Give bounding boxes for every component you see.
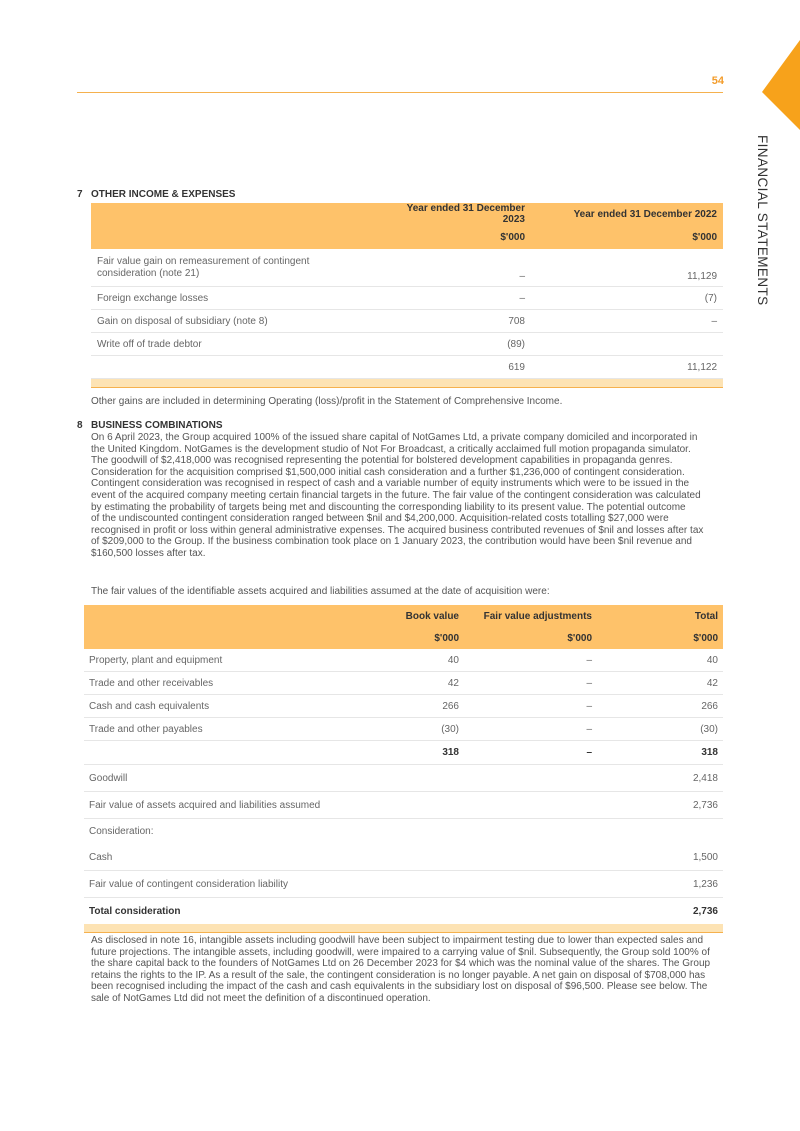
- total-consideration-row: [84, 898, 723, 925]
- cell-2022: –: [529, 310, 723, 333]
- section-7-number: 7: [77, 189, 83, 200]
- cell-book: 42: [364, 672, 459, 695]
- unit-total: $'000: [592, 627, 723, 649]
- side-section-label: FINANCIAL STATEMENTS: [755, 135, 770, 306]
- cash-row: [84, 844, 723, 871]
- row-label: Trade and other receivables: [84, 672, 364, 695]
- cell-total: 266: [592, 695, 723, 718]
- row-label: Fair value of contingent consideration liability: [84, 871, 364, 898]
- unit-2023: $'000: [391, 225, 529, 249]
- cell-total: 1,500: [592, 844, 723, 871]
- section-8-number: 8: [77, 420, 83, 431]
- row-label: Goodwill: [84, 765, 364, 792]
- goodwill-row: [84, 765, 723, 792]
- cell-2022: 11,129: [529, 249, 723, 287]
- page-number: 54: [711, 75, 724, 87]
- contingent-row: [84, 871, 723, 898]
- row-label: Cash and cash equivalents: [84, 695, 364, 718]
- cell-2023: –: [391, 287, 529, 310]
- unit-adj: $'000: [459, 627, 592, 649]
- fair-values-intro: The fair values of the identifiable assets acquired and liabilities assumed at the date of acquisition were:: [91, 586, 550, 597]
- table-unit-row: [91, 225, 723, 249]
- total-2023: 619: [391, 356, 529, 379]
- table-row: [84, 718, 723, 741]
- table-header-row: [91, 203, 723, 225]
- cell-total: (30): [592, 718, 723, 741]
- table-row: [84, 695, 723, 718]
- col-total-header: Total: [592, 605, 723, 627]
- section-8-title: BUSINESS COMBINATIONS: [91, 420, 223, 431]
- subtotal-book: 318: [364, 741, 459, 765]
- header-rule: [77, 92, 723, 93]
- corner-tab-decoration: [0, 0, 800, 200]
- cell-total: 2,418: [592, 765, 723, 792]
- row-label: Fair value of assets acquired and liabilities assumed: [84, 792, 364, 819]
- row-label: Fair value gain on remeasurement of contingent: [97, 255, 310, 267]
- section-7-note: Other gains are included in determining Operating (loss)/profit in the Statement of Comprehensive Income.: [91, 396, 563, 407]
- col-2023-header: Year ended 31 December 2023: [391, 203, 529, 225]
- total-2022: 11,122: [529, 356, 723, 379]
- table-footer-strip: [91, 379, 723, 388]
- row-label: Write off of trade debtor: [91, 333, 391, 356]
- closing-paragraph: As disclosed in note 16, intangible assets including goodwill have been subject to impairment testing due to lower than expected sales and future projections. The intangible assets, including goodwill, were impaired to a carrying value of $nil. Subsequently, the Group sold 100% of the share capital back to the founders of NotGames Ltd on 26 December 2023 for $4 which was the nominal value of the shares. The Group retains the rights to the IP. As a result of the sale, the contingent consideration is no longer payable. A net gain on disposal of $708,000 has been recognised including the impact of the cash and cash equivalents in the subsidiary lost on disposal of $96,500. Please see below. The sale of NotGames Ltd did not meet the definition of a discontinued operation.: [91, 935, 711, 1004]
- cell-total: 40: [592, 649, 723, 672]
- cell-book: 40: [364, 649, 459, 672]
- col-book-header: Book value: [364, 605, 459, 627]
- row-label: Foreign exchange losses: [91, 287, 391, 310]
- table-row: [84, 649, 723, 672]
- table-header-row: [84, 605, 723, 627]
- cell-total: 42: [592, 672, 723, 695]
- cell-total: 1,236: [592, 871, 723, 898]
- consideration-label-row: [84, 819, 723, 845]
- row-label: Gain on disposal of subsidiary (note 8): [91, 310, 391, 333]
- table-row: [91, 333, 723, 356]
- row-label: Total consideration: [89, 905, 181, 917]
- table-unit-row: [84, 627, 723, 649]
- row-label: Property, plant and equipment: [84, 649, 364, 672]
- cell-2022: (7): [529, 287, 723, 310]
- section-7-title: OTHER INCOME & EXPENSES: [91, 189, 236, 200]
- cell-book: 266: [364, 695, 459, 718]
- fair-value-total-row: [84, 792, 723, 819]
- table-row: [84, 672, 723, 695]
- other-income-table: [91, 203, 723, 388]
- cell-total: 2,736: [592, 792, 723, 819]
- subtotal-row: [84, 741, 723, 765]
- subtotal-adj: –: [459, 741, 592, 765]
- table-row: [91, 310, 723, 333]
- row-label: consideration (note 21): [97, 267, 200, 279]
- cell-2023: 708: [391, 310, 529, 333]
- table-row: [91, 249, 723, 287]
- cell-2023: –: [391, 249, 529, 287]
- col-2022-header: Year ended 31 December 2022: [529, 203, 723, 225]
- cell-book: (30): [364, 718, 459, 741]
- cell-2022: [529, 333, 723, 356]
- row-label: Consideration:: [89, 826, 154, 837]
- table-footer-strip: [84, 924, 723, 933]
- row-label: Cash: [84, 844, 364, 871]
- unit-2022: $'000: [529, 225, 723, 249]
- table-total-row: [91, 356, 723, 379]
- subtotal-total: 318: [592, 741, 723, 765]
- col-adj-header: Fair value adjustments: [459, 605, 592, 627]
- business-combination-paragraph: On 6 April 2023, the Group acquired 100% of the issued share capital of NotGames Ltd, a private company domiciled and incorporated in the United Kingdom. NotGames is the development studio of Not For Broadcast, a critically acclaimed full motion propaganda simulator. The goodwill of $2,418,000 was recognised representing the potential for bolstered development capabilities in propaganda genres. Consideration for the acquisition comprised $1,500,000 initial cash consideration and a further $1,236,000 of contingent consideration. Contingent consideration was recognised in respect of cash and a variable number of equity instruments which were to be issued in the event of the acquired company meeting certain financial targets in the future. The fair value of the contingent consideration was calculated by estimating the probability of targets being met and discounting the corresponding liability to its present value. The potential outcome of the undiscounted contingent consideration ranged between $nil and $4,200,000. Acquisition-related costs totalling $27,000 were recognised in profit or loss within general administrative expenses. The acquired business contributed revenues of $nil and losses after tax of $209,000 to the Group. If the business combination took place on 1 January 2023, the contribution would have been $nil revenue and $160,500 losses after tax.: [91, 432, 704, 559]
- cell-adj: –: [459, 718, 592, 741]
- row-label: Trade and other payables: [84, 718, 364, 741]
- cell-adj: –: [459, 649, 592, 672]
- cell-adj: –: [459, 695, 592, 718]
- cell-2023: (89): [391, 333, 529, 356]
- table-row: [91, 287, 723, 310]
- cell-total: 2,736: [692, 905, 718, 917]
- acquisition-table: [84, 605, 723, 933]
- cell-adj: –: [459, 672, 592, 695]
- unit-book: $'000: [364, 627, 459, 649]
